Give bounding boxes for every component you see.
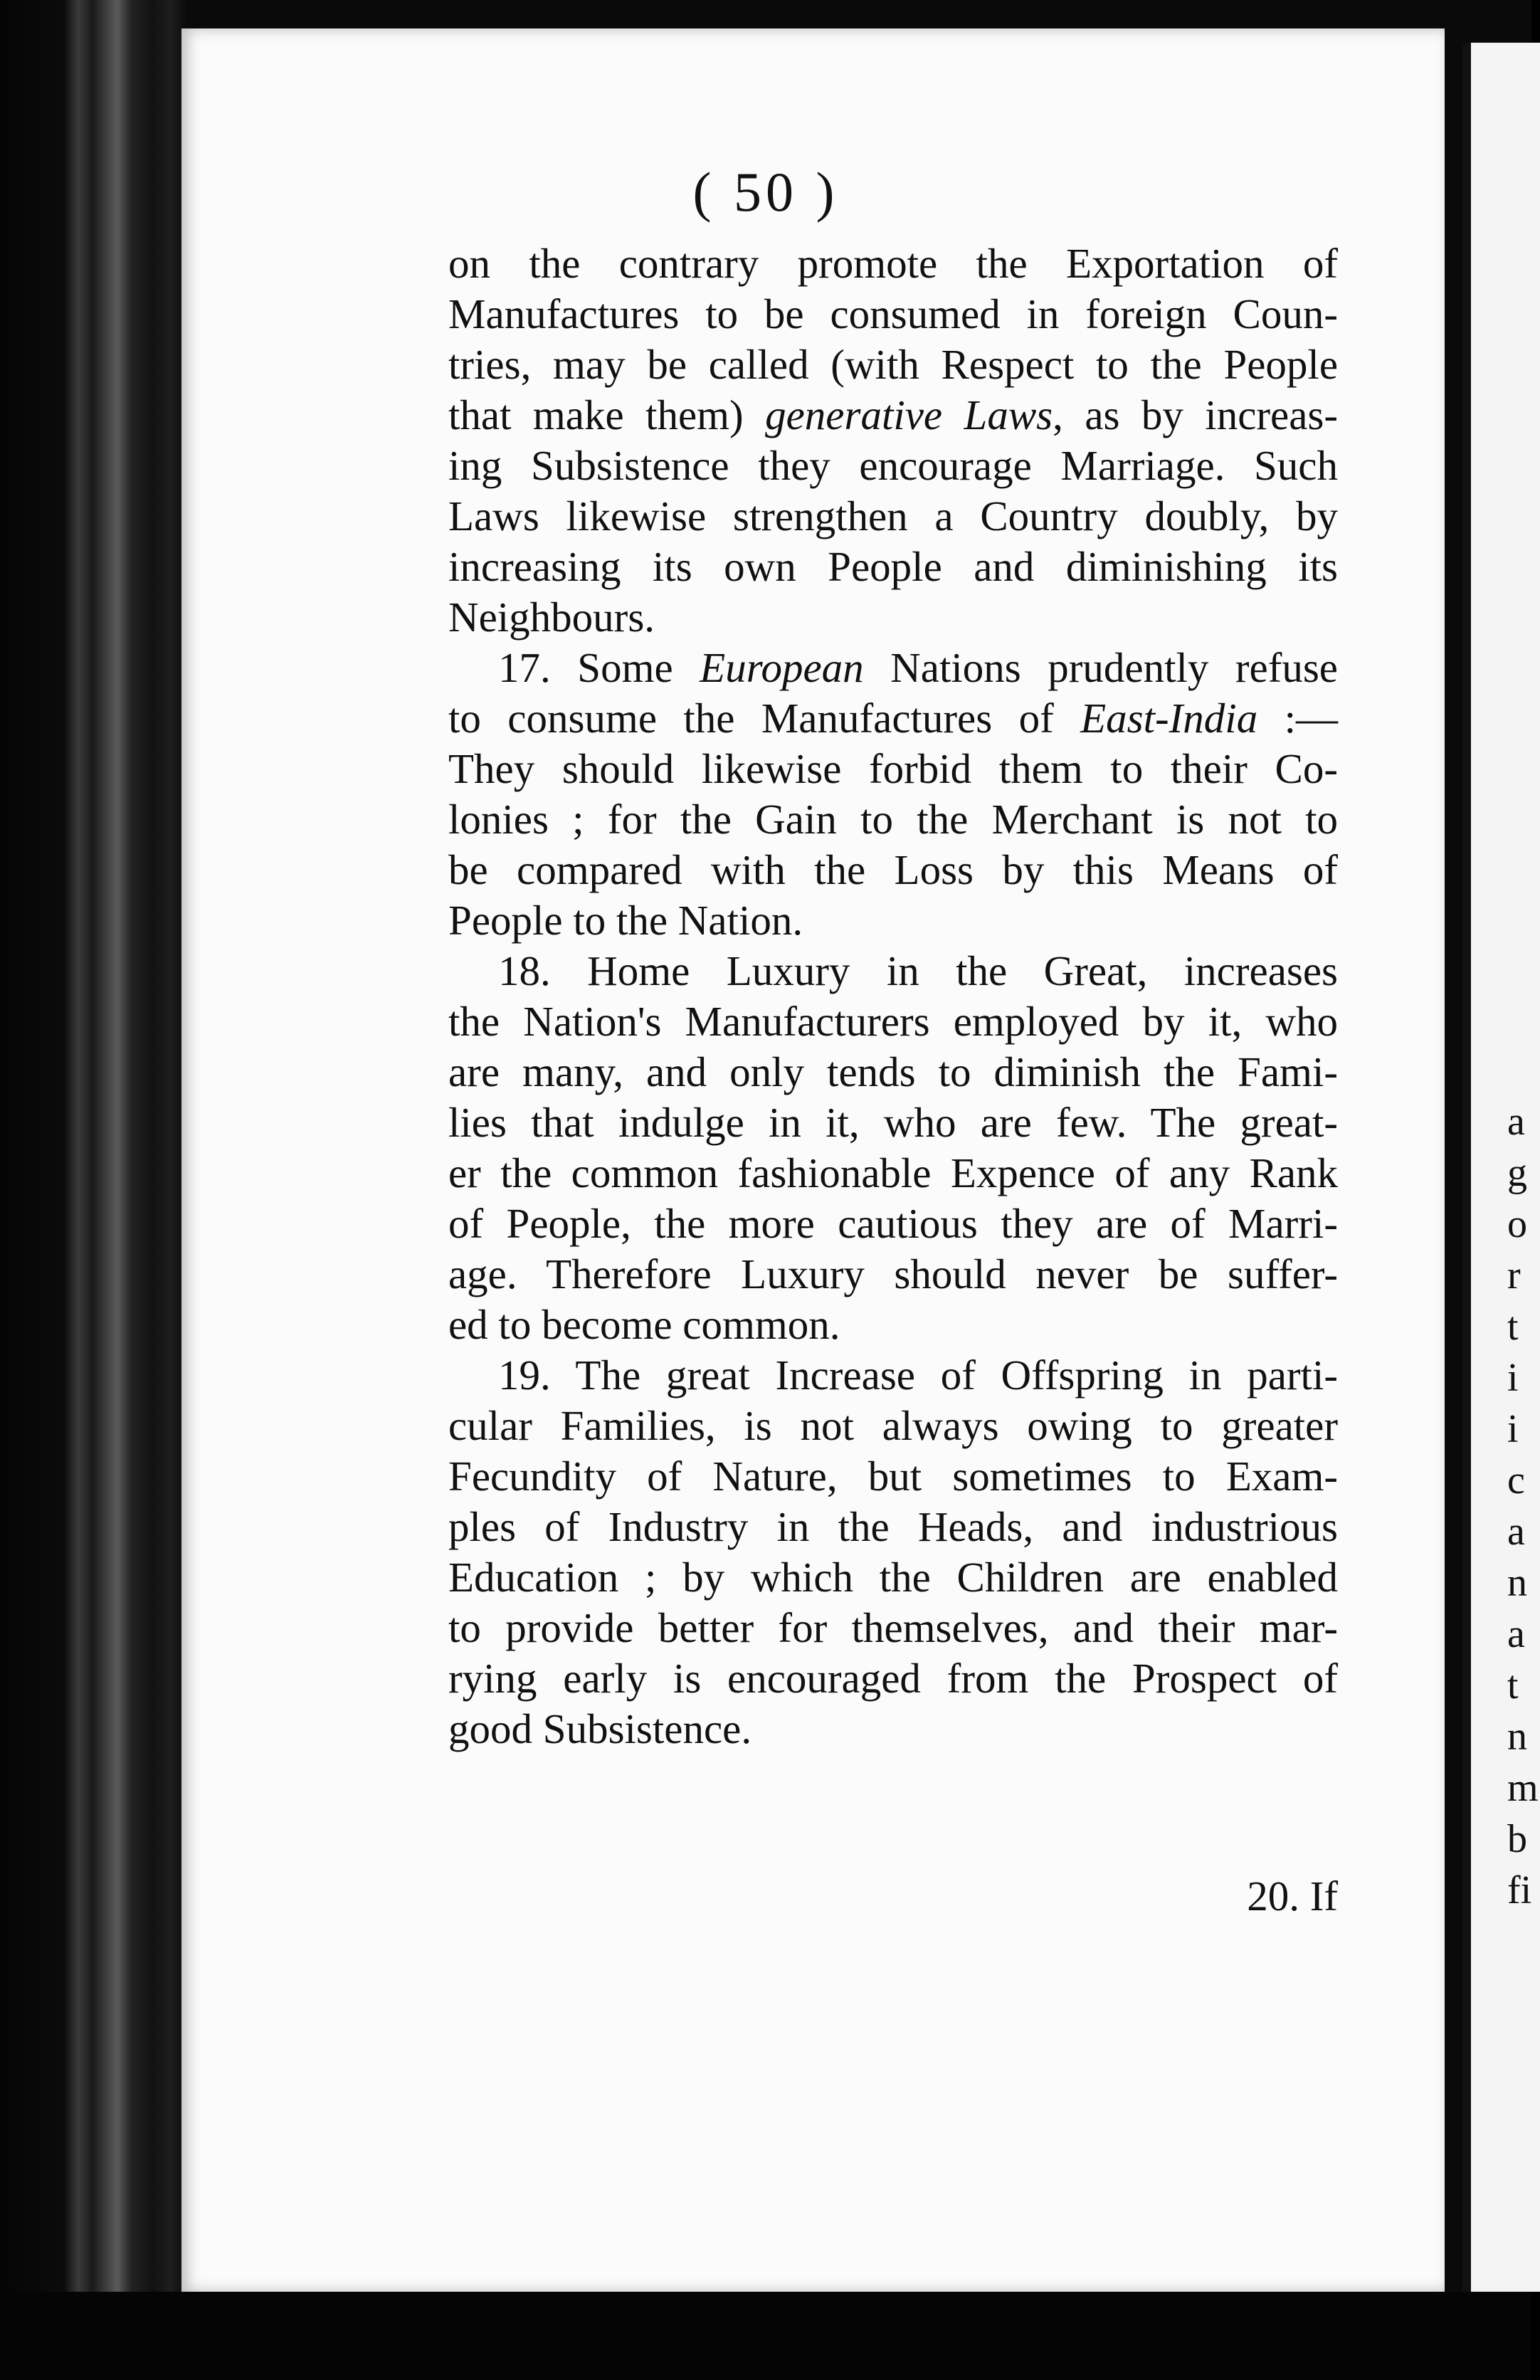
text-line: that make them) generative Laws, as by increas-: [448, 391, 1339, 438]
text-line: ing Subsistence they encourage Marriage. Such: [448, 442, 1338, 489]
text-line: 18. Home Luxury in the Great, increases: [498, 947, 1338, 994]
text-line: be compared with the Loss by this Means of: [448, 846, 1338, 893]
text-line: tries, may be called (with Respect to the People: [448, 341, 1338, 388]
text-line: Education ; by which the Children are enabled: [448, 1554, 1338, 1601]
text-line: Fecundity of Nature, but sometimes to Exam-: [448, 1453, 1338, 1500]
text-line: cular Families, is not always owing to greater: [448, 1402, 1338, 1449]
text-line: ed to become common.: [448, 1301, 840, 1348]
text-line: People to the Nation.: [448, 897, 803, 944]
text-line: rying early is encouraged from the Prospect of: [448, 1655, 1338, 1702]
book-gutter: [0, 0, 185, 2380]
catchword: 20. If: [1247, 1873, 1338, 1920]
text-line: increasing its own People and diminishing its: [448, 543, 1338, 590]
text-line: They should likewise forbid them to their Co-: [448, 745, 1338, 792]
bottom-shadow: [0, 2292, 1531, 2380]
text-line: age. Therefore Luxury should never be suffer-: [448, 1250, 1338, 1297]
page-number: ( 50 ): [692, 161, 839, 223]
body-text: [448, 238, 1338, 1754]
text-line: lonies ; for the Gain to the Merchant is not to: [448, 796, 1338, 843]
text-line: lies that indulge in it, who are few. The great-: [448, 1099, 1338, 1146]
text-line: of People, the more cautious they are of Marri-: [448, 1200, 1338, 1247]
text-line: to provide better for themselves, and their mar-: [448, 1604, 1338, 1651]
text-line: 17. Some European Nations prudently refuse: [498, 644, 1338, 691]
text-line: the Nation's Manufacturers employed by it, who: [448, 998, 1338, 1045]
text-line: Manufactures to be consumed in foreign Coun-: [448, 290, 1338, 337]
text-line: are many, and only tends to diminish the Fami-: [448, 1048, 1338, 1095]
text-line: 19. The great Increase of Offspring in parti-: [498, 1352, 1338, 1399]
text-line: ples of Industry in the Heads, and industrious: [448, 1503, 1338, 1550]
text-line: Neighbours.: [448, 594, 655, 641]
adjacent-page-letters: a g o r t i i c a n a t n m b fi: [1507, 1100, 1539, 1912]
text-line: er the common fashionable Expence of any Rank: [448, 1149, 1338, 1196]
text-line: Laws likewise strengthen a Country doubly, by: [448, 493, 1338, 539]
text-line: good Subsistence.: [448, 1705, 752, 1752]
text-line: to consume the Manufactures of East-India :—: [448, 695, 1338, 742]
text-line: on the contrary promote the Exportation of: [448, 240, 1338, 287]
